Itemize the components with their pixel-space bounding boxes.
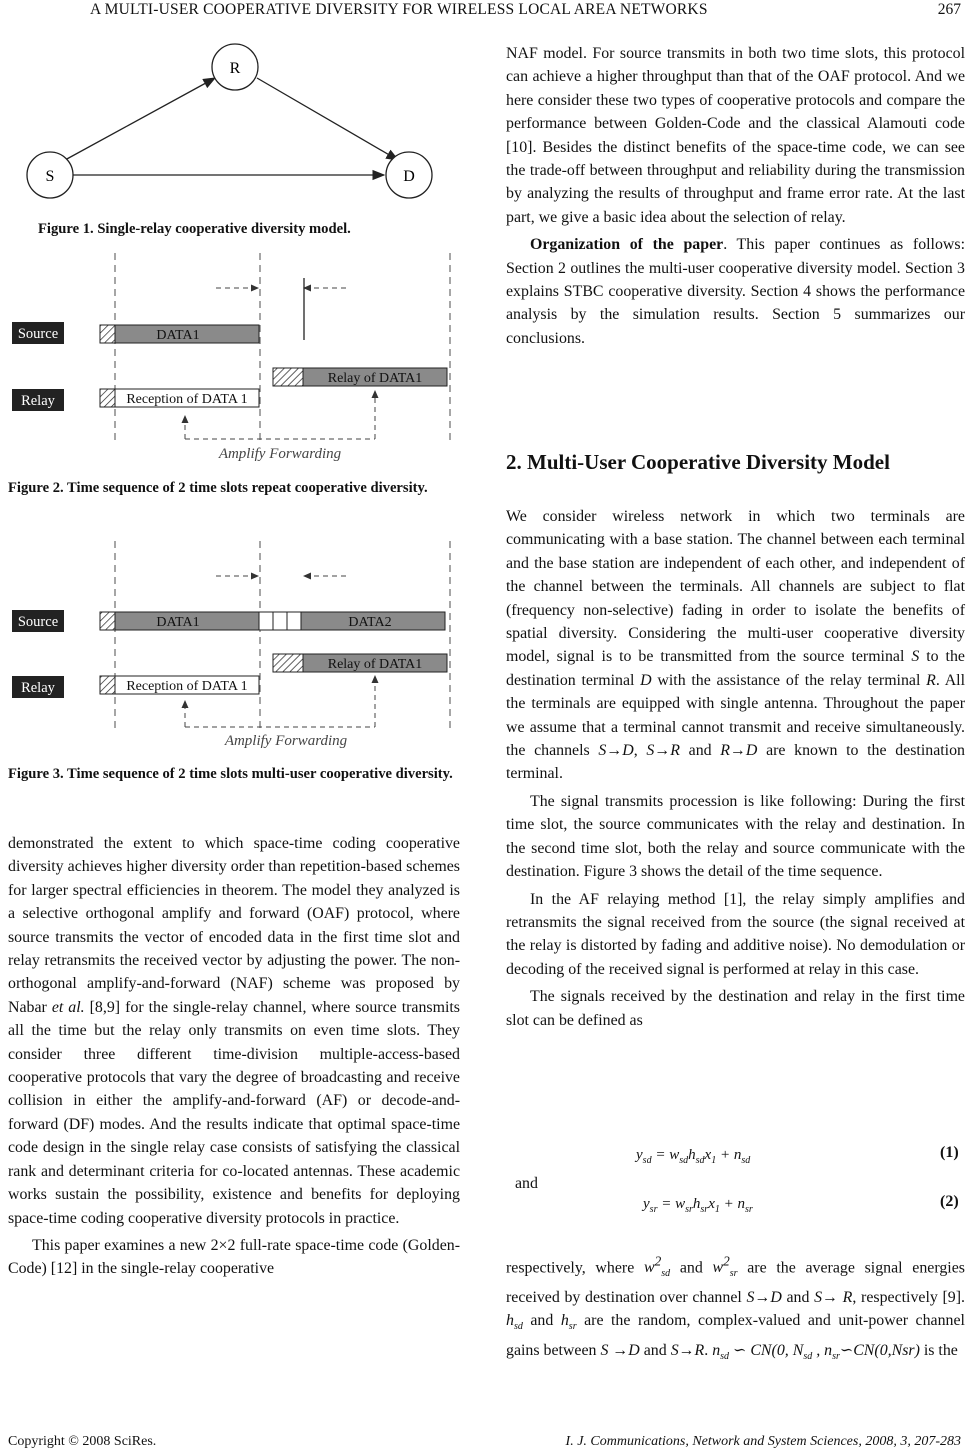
reception-label: Reception of DATA 1 [126,679,248,694]
relay-label: Relay [21,680,55,696]
right-body-bottom [506,1250,965,1368]
figure-1-caption: Figure 1. Single-relay cooperative diversity model. [38,221,351,237]
node-s-label: S [45,168,55,185]
page-number: 267 [937,1,961,18]
relay-label: Relay [21,393,55,409]
equation-1: $y_{sd} = w_{sd}h_{sd}x_1 + n_{sd}$ [636,1147,751,1166]
relay-of-data1-label: Relay of DATA1 [327,371,423,386]
paragraph: Organization of the paper. This paper continues as follows: Section 2 outlines the multi-user cooperative diversity model. Section 3 explains STBC cooperative diversity. Section 4 shows the performance analysis by the simulation results. Section 5 summarizes our conclusions. [506,236,965,347]
paragraph: demonstrated the extent to which space-time coding cooperative diversity achieves higher diversity order than repetition-based schemes for larger spectral efficiencies in theorem. The model they analyzed is a selective orthogonal amplify and forward (OAF) protocol, where source transmits the vector of encoded data in the first time slot and relay retransmits the received vector by adjusting the power. The non-orthogonal amplify-and-forward (NAF) scheme was proposed by Nabar et al. [8,9] for the single-relay channel, where source transmits all the time but the relay only transmits on even time slots. They consider three different time-division multiple-access-based cooperative protocols that vary the degree of broadcasting and receive collision in either the amplify-and-forward (AF) or decode-and-forward (DF) modes. And the results indicate that optimal space-time code design in the single relay case consists of satisfying the classical rank and determinant criteria for co-located antennas. These academic works sustain the possibility, existence and benefits for deploying space-time coding cooperative diversity protocols in practice. [8,835,460,1227]
amplify-forwarding-label: Amplify Forwarding [224,733,348,749]
left-body [8,832,460,1281]
right-body-section2 [506,505,965,1032]
footer-journal: I. J. Communications, Network and System Sciences, 2008, 3, 207-283 [565,1434,961,1449]
amplify-forwarding-label: Amplify Forwarding [218,446,342,462]
footer-copyright: Copyright © 2008 SciRes. [8,1434,157,1449]
paragraph: respectively, where $w^2_{sd}$ and $w^2_{sr}$ are the average signal energies received by destination over channel S→D and S→ R, respectively [9]. $h_{sd}$ and $h_{sr}$ are the random, complex-valued and unit-power channel gains between S →D and S→R. $n_{sd}$ ∽ CN(0, $N_{sd}$ , $n_{sr}∽CN(0,Nsr)$ is the [506,1254,965,1363]
source-label: Source [17,614,59,630]
node-r-label: R [229,60,241,77]
figure-1-diagram [20,36,460,206]
running-header [0,0,969,24]
equation-2-number: (2) [940,1193,959,1210]
paragraph: In the AF relaying method [1], the relay simply amplifies and retransmits the signal received from the source (the signal received at the relay is distorted by fading and additive noise). No demodulation or decoding of the received signal is performed at relay in this case. [506,890,965,978]
equation-2: $y_{sr} = w_{sr}h_{sr}x_1 + n_{sr}$ [643,1196,753,1215]
paragraph: We consider wireless network in which two terminals are communicating with a base station. The channel between each terminal and the base station are independent of each other, and independent of the channel between the terminals. All channels are subject to flat (frequency non-selective) fading in order to isolate the benefits of spatial diversity. Considering the multi-user cooperative diversity model, signal is to be transmitted from the source terminal S to the destination terminal D with the assistance of the relay terminal R. All the terminals are equipped with single antenna. Throughout the paper we assume that a terminal cannot transmit and receive simultaneously. the channels S→D, S→R and R→D are known to the destination terminal. [506,508,965,783]
data1-label: DATA1 [156,328,200,343]
and-label: and [515,1175,538,1192]
equation-1-number: (1) [940,1144,959,1161]
paragraph: The signals received by the destination and relay in the first time slot can be defined as [506,988,965,1029]
figure-3-diagram [8,536,460,758]
link-r-d [257,78,398,160]
figure-3-caption: Figure 3. Time sequence of 2 time slots multi-user cooperative diversity. [8,766,453,782]
paragraph: NAF model. For source transmits in both two time slots, this protocol can achieve a higher throughput than that of the OAF protocol. And we here consider these two types of cooperative protocols and compare the performance between Golden-Code and the classical Alamouti code [10]. Besides the distinct benefits of the space-time code, we can see the trade-off between throughput and reliability during the transmission by analyzing the results of throughput and frame error rate. At the last part, we give a basic idea about the selection of relay. [506,45,965,226]
running-title: A MULTI-USER COOPERATIVE DIVERSITY FOR WIRELESS LOCAL AREA NETWORKS [90,1,708,18]
data1-label: DATA1 [156,615,200,630]
node-d-label: D [403,168,415,185]
figure-2-diagram [8,248,460,468]
paragraph: This paper examines a new 2×2 full-rate space-time code (Golden-Code) [12] in the single-relay cooperative [8,1236,460,1278]
paragraph: The signal transmits procession is like following: During the first time slot, the source communicates with the relay and destination. In the second time slot, both the relay and source communicate with the destination. Figure 3 shows the detail of the time sequence. [506,792,965,881]
relay-of-data1-label: Relay of DATA1 [327,657,423,672]
data2-label: DATA2 [348,615,392,630]
link-s-r [65,78,215,160]
source-label: Source [17,326,59,342]
reception-label: Reception of DATA 1 [126,392,248,407]
right-body-top [506,42,965,350]
section-heading: 2. Multi-User Cooperative Diversity Model [506,450,890,474]
figure-2-caption: Figure 2. Time sequence of 2 time slots repeat cooperative diversity. [8,480,428,496]
